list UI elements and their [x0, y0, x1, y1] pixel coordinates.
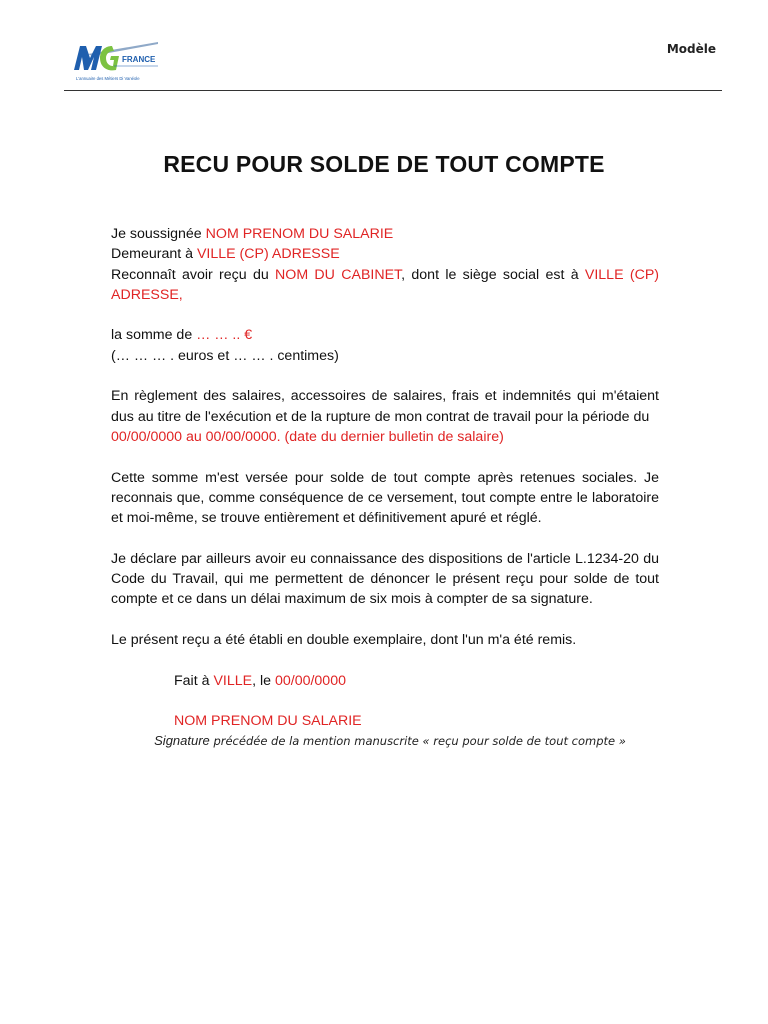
amount-line [111, 325, 659, 345]
logo-tagline: L'annuaire des Métiers Di Vanéole [76, 76, 140, 81]
signatory-name-field: NOM PRENOM DU SALARIE [174, 713, 362, 730]
signature-mention: précédée de la mention manuscrite « reçu pour solde de tout compte » [209, 734, 626, 749]
employee-address-field: VILLE (CP) ADRESSE [196, 246, 340, 263]
document-body [111, 224, 659, 752]
address-line [111, 244, 659, 264]
receipt-mid: , dont le siège social est à [401, 266, 585, 283]
page-title: RECU POUR SOLDE DE TOUT COMPTE [163, 151, 605, 177]
signature-word: Signature [154, 733, 210, 749]
address-prefix: Demeurant à [111, 246, 197, 263]
document-type-label: Modèle [666, 42, 716, 56]
settlement-paragraph: En règlement des salaires, accessoires de salaires, frais et indemnités qui m'étaient dus au titre de l'exécution et de la rupture de mon contrat de travail pour la période du [111, 388, 659, 425]
payment-paragraph: Cette somme m'est versée pour solde de tout compte après retenues sociales. Je reconnais que, comme conséquence de ce versement, tout compte entre le laboratoire et moi-même, se trouve entièrement et définitivement apuré et réglé. [111, 469, 659, 527]
duplicate-paragraph: Le présent reçu a été établi en double exemplaire, dont l'un m'a été remis. [111, 631, 577, 648]
place-date-line [111, 671, 659, 691]
amount-field: … … .. € [196, 327, 253, 344]
firm-name-field: NOM DU CABINET [275, 266, 402, 283]
receipt-line [111, 265, 659, 306]
signature-instruction [111, 731, 659, 751]
logo-wordmark: FRANCE [122, 55, 156, 64]
company-logo [66, 40, 162, 88]
employee-name-field: NOM PRENOM DU SALARIE [205, 226, 394, 242]
declaration-paragraph: Je déclare par ailleurs avoir eu connaissance des dispositions de l'article L.1234-20 du Code du Travail, qui me permettent de dénoncer le présent reçu pour solde de tout compte et ce dans un délai maximum de six mois à compter de sa signature. [111, 550, 659, 608]
period-field: 00/00/0000 au 00/00/0000. (date du dernier bulletin de salaire) [111, 428, 504, 445]
date-field: 00/00/0000 [274, 672, 346, 689]
place-prefix: Fait à [174, 672, 214, 689]
firm-address-field: VILLE (CP) ADRESSE, [111, 266, 660, 303]
amount-in-words: (… … … . euros et … … . centimes) [111, 347, 339, 364]
header-divider [64, 90, 722, 91]
amount-prefix: la somme de [111, 327, 197, 344]
receipt-prefix: Reconnaît avoir reçu du [111, 266, 276, 283]
declarant-prefix: Je soussignée [111, 226, 206, 242]
city-field: VILLE [213, 672, 253, 689]
declarant-line [111, 224, 659, 244]
date-prefix: , le [252, 672, 275, 689]
